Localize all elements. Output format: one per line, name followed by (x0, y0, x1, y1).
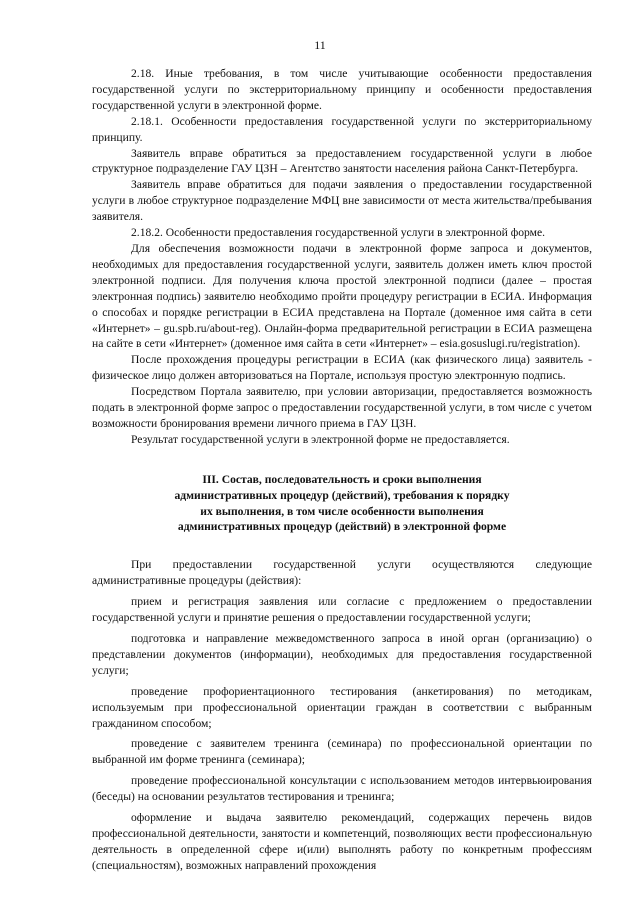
paragraph-any-office: Заявитель вправе обратиться за предоставлением государственной услуги в любое структурное подразделение ГАУ ЦЗН – Агентство занятости населения района Санкт-Петербурга. (92, 146, 592, 176)
paragraph-procedures-intro: При предоставлении государственной услуги осуществляются следующие административные процедуры (действия): (92, 558, 592, 588)
section-heading (92, 472, 592, 536)
paragraph-portal-authorization: После прохождения процедуры регистрации в ЕСИА (как физического лица) заявитель - физическое лицо должен авторизоваться на Портале, используя простую электронную подпись. (92, 353, 592, 383)
section-heading-line: их выполнения, в том числе особенности выполнения (200, 504, 484, 518)
paragraph-2-18-2: 2.18.2. Особенности предоставления государственной услуги в электронной форме. (131, 226, 546, 240)
paragraph-2-18-1: 2.18.1. Особенности предоставления государственной услуги по экстерриториальному принципу. (92, 114, 592, 144)
paragraph-procedure-training: проведение с заявителем тренинга (семинара) по профессиональной ориентации по выбранной им форме тренинга (семинара); (92, 737, 592, 767)
paragraph-procedure-consultation: проведение профессиональной консультации с использованием методов интервьюирования (беседы) на основании результатов тестирования и тренинга; (92, 774, 592, 804)
section-heading-line: административных процедур (действий) в электронной форме (177, 520, 507, 534)
paragraph-procedure-reception: прием и регистрация заявления или согласие с предложением о предоставлении государственной услуги и принятие решения о предоставлении государственной услуги; (92, 595, 592, 625)
paragraph-portal-request: Посредством Портала заявителю, при условии авторизации, предоставляется возможность подать в электронной форме запрос о предоставлении государственной услуги, в том числе с учетом возможности бронирования времени личного приема в ГАУ ЦЗН. (92, 385, 592, 430)
paragraph-mfc: Заявитель вправе обратиться для подачи заявления о предоставлении государственной услуги в любое структурное подразделение МФЦ вне зависимости от места жительства/пребывания заявителя. (92, 178, 592, 224)
paragraph-esia-registration: Для обеспечения возможности подачи в электронной форме запроса и документов, необходимых для предоставления государственной услуги, заявитель должен иметь ключ простой электронной подписи. Для получения ключа простой электронной подписи (далее – простая электронная подпись) заявителю необходимо пройти процедуру регистрации в ЕСИА. Информация о способах и порядке регистрации в ЕСИА представлена на Портале (доменное имя сайта в сети «Интернет» – gu.spb.ru/about-reg). Онлайн-форма предварительной регистрации в ЕСИА размещена на сайте в сети «Интернет» (доменное имя сайта в сети «Интернет» – esia.gosuslugi.ru/registration). (92, 241, 592, 351)
paragraph-procedure-interagency-request: подготовка и направление межведомственного запроса в иной орган (организацию) о представлении документов (информации), необходимых для предоставления государственной услуги; (92, 632, 592, 677)
paragraph-procedure-testing: проведение профориентационного тестирования (анкетирования) по методикам, используемым при профессиональной ориентации граждан в соответствии с выбранным гражданином способом; (92, 684, 592, 730)
section-heading-line: административных процедур (действий), требования к порядку (174, 488, 510, 502)
paragraph-result-not-electronic: Результат государственной услуги в электронной форме не предоставляется. (131, 432, 510, 446)
paragraph-2-18: 2.18. Иные требования, в том числе учитывающие особенности предоставления государственной услуги по экстерриториальному принципу и особенности предоставления государственной услуги в электронной форме. (92, 67, 592, 112)
page-number: 11 (314, 38, 326, 52)
section-heading-line: III. Состав, последовательность и сроки выполнения (202, 472, 482, 486)
document-body (92, 66, 592, 874)
paragraph-procedure-recommendations: оформление и выдача заявителю рекомендаций, содержащих перечень видов профессиональной деятельности, занятости и компетенций, позволяющих вести профессиональную деятельность в определенной сфере и(или) выполнять работу по конкретным профессиям (специальностям), возможных направлений прохождения (92, 811, 592, 872)
